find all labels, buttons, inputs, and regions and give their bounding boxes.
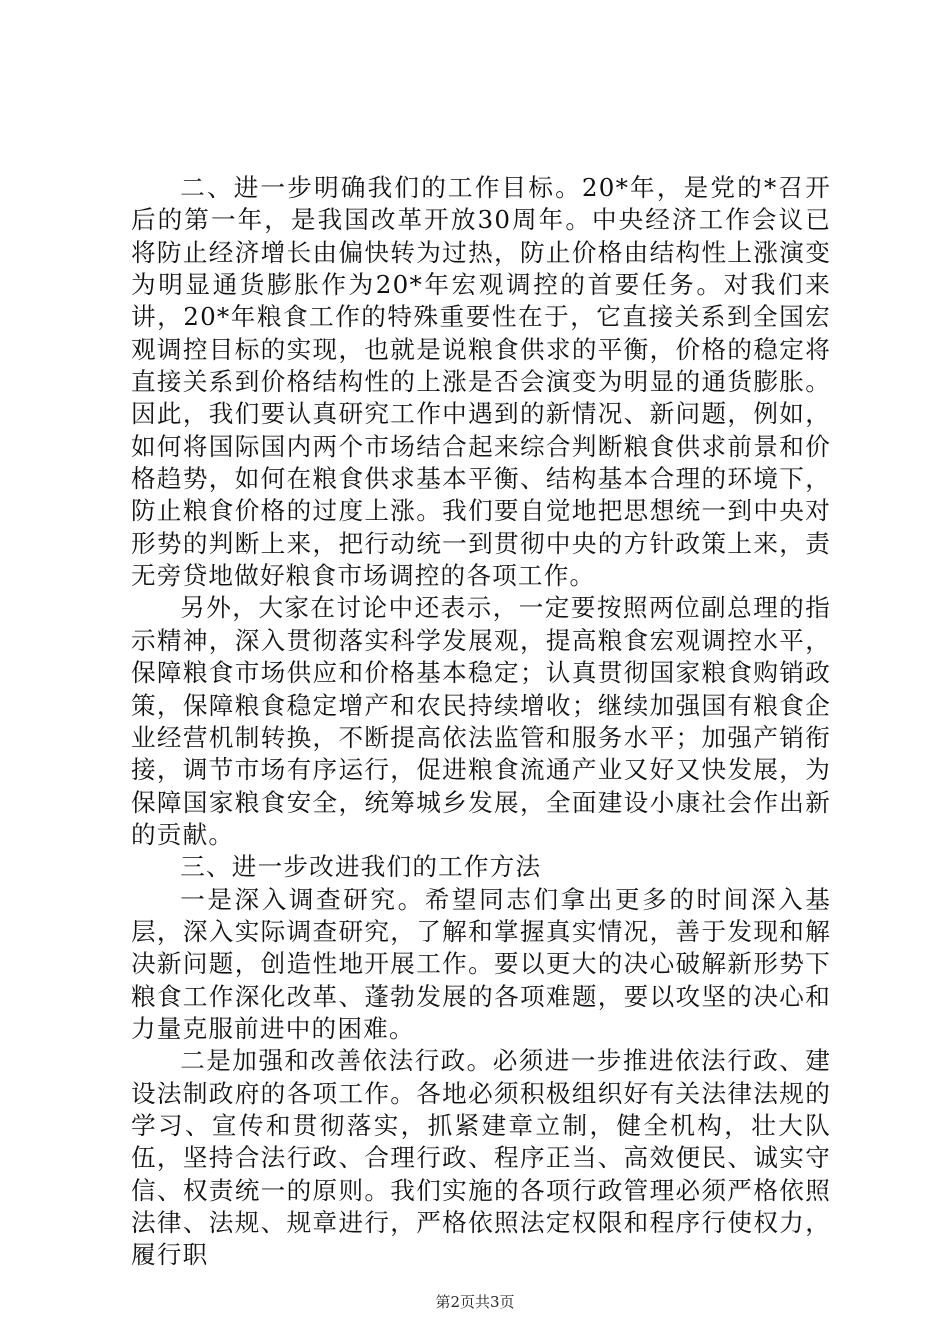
page-number: 第2页 bbox=[435, 1293, 475, 1311]
document-body bbox=[131, 172, 831, 1272]
page-footer bbox=[0, 1292, 950, 1312]
paragraph-work-goals: 二、进一步明确我们的工作目标。20*年，是党的*召开后的第一年，是我国改革开放30周年。中央经济工作会议已将防止经济增长由偏快转为过热，防止价格由结构性上涨演变为明显通货膨胀作为20*年宏观调控的首要任务。对我们来讲，20*年粮食工作的特殊重要性在于，它直接关系到全国宏观调控目标的实现，也就是说粮食供求的平衡，价格的稳定将直接关系到价格结构性的上涨是否会演变为明显的通货膨胀。因此，我们要认真研究工作中遇到的新情况、新问题，例如，如何将国际国内两个市场结合起来综合判断粮食供求前景和价格趋势，如何在粮食供求基本平衡、结构基本合理的环境下，防止粮食价格的过度上涨。我们要自觉地把思想统一到中央对形势的判断上来，把行动统一到贯彻中央的方针政策上来，责无旁贷地做好粮食市场调控的各项工作。 bbox=[131, 173, 831, 591]
section-heading-work-methods: 三、进一步改进我们的工作方法 bbox=[180, 852, 542, 882]
page-total: 共3页 bbox=[475, 1293, 515, 1311]
paragraph-law-administration: 二是加强和改善依法行政。必须进一步推进依法行政、建设法制政府的各项工作。各地必须积极组织好有关法律法规的学习、宣传和贯彻落实，抓紧建章立制，健全机构，壮大队伍，坚持合法行政、合理行政、程序正当、高效便民、诚实守信、权责统一的原则。我们实施的各项行政管理必须严格依照法律、法规、规章进行，严格依照法定权限和程序行使权力，履行职 bbox=[131, 1046, 831, 1270]
paragraph-investigation: 一是深入调查研究。希望同志们拿出更多的时间深入基层，深入实际调查研究，了解和掌握真实情况，善于发现和解决新问题，创造性地开展工作。要以更大的决心破解新形势下粮食工作深化改革、蓬勃发展的各项难题，要以攻坚的决心和力量克服前进中的困难。 bbox=[131, 884, 831, 1043]
paragraph-discussion: 另外，大家在讨论中还表示，一定要按照两位副总理的指示精神，深入贯彻落实科学发展观，提高粮食宏观调控水平，保障粮食市场供应和价格基本稳定；认真贯彻国家粮食购销政策，保障粮食稳定增产和农民持续增收；继续加强国有粮食企业经营机制转换，不断提高依法监管和服务水平；加强产销衔接，调节市场有序运行，促进粮食流通产业又好又快发展，为保障国家粮食安全，统筹城乡发展，全面建设小康社会作出新的贡献。 bbox=[131, 593, 831, 849]
